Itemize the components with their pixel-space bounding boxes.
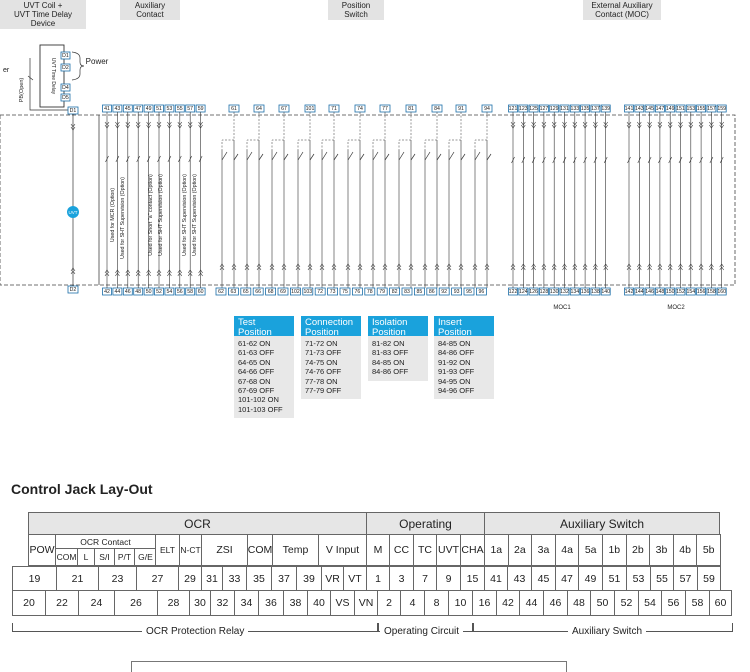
position-list bbox=[301, 336, 361, 399]
pin-31: 31 bbox=[201, 566, 223, 591]
pos-bottom-terminal-62: 62 bbox=[218, 289, 224, 295]
label-ocr-contact: OCR Contact bbox=[55, 534, 156, 549]
aux-bottom-terminal-44: 44 bbox=[114, 289, 121, 295]
pin-44: 44 bbox=[519, 590, 544, 616]
moc2-bottom-142: 142 bbox=[624, 289, 634, 295]
pos-contact bbox=[272, 152, 277, 160]
pos-link bbox=[348, 112, 360, 150]
pos-contact bbox=[399, 152, 404, 160]
pin-VN: VN bbox=[354, 590, 378, 616]
pin-VT: VT bbox=[343, 566, 367, 591]
pos-bottom-terminal-78: 78 bbox=[366, 289, 373, 295]
aux-top-terminal-51: 51 bbox=[156, 106, 162, 112]
label-nct: N-CT bbox=[179, 534, 202, 566]
pin-29: 29 bbox=[178, 566, 202, 591]
pos-bottom-terminal-68: 68 bbox=[267, 289, 274, 295]
pos-contact bbox=[385, 154, 389, 160]
aux-bottom-terminal-50: 50 bbox=[145, 289, 152, 295]
aux-top-terminal-41: 41 bbox=[104, 106, 110, 112]
aux-bottom-terminal-54: 54 bbox=[166, 289, 173, 295]
aux-top-terminal-55: 55 bbox=[176, 106, 183, 112]
pos-contact bbox=[310, 154, 314, 160]
pin-37: 37 bbox=[271, 566, 297, 591]
pos-link bbox=[425, 112, 437, 150]
pin-47: 47 bbox=[555, 566, 579, 591]
pos-contact bbox=[322, 152, 327, 160]
aux-top-terminal-59: 59 bbox=[197, 106, 204, 112]
position-item: 81-83 OFF bbox=[372, 348, 409, 358]
position-box-2 bbox=[368, 316, 428, 381]
label-aux-4b: 4b bbox=[673, 534, 698, 566]
moc2-top-155: 155 bbox=[696, 106, 706, 112]
pin-16: 16 bbox=[472, 590, 497, 616]
pos-bottom-terminal-79: 79 bbox=[379, 289, 386, 295]
aux-vertical-label-1: Used for SHT Supervision (Option) bbox=[120, 177, 126, 259]
pos-contact bbox=[437, 154, 441, 160]
label-elt: ELT bbox=[155, 534, 180, 566]
label-vinput: V Input bbox=[318, 534, 367, 566]
footer-label-0: OCR Protection Relay bbox=[142, 626, 248, 637]
moc1-bottom-138: 138 bbox=[591, 289, 600, 295]
group-aux: Auxiliary Switch bbox=[484, 512, 720, 535]
label-uvt: UVT bbox=[436, 534, 461, 566]
moc1-top-137: 137 bbox=[591, 106, 600, 112]
pin-38: 38 bbox=[283, 590, 308, 616]
moc1-top-133: 133 bbox=[570, 106, 580, 112]
moc2-bottom-150: 150 bbox=[665, 289, 675, 295]
aux-bottom-terminal-56: 56 bbox=[176, 289, 183, 295]
moc2-bottom-154: 154 bbox=[686, 289, 696, 295]
pos-top-terminal-81: 81 bbox=[408, 106, 414, 112]
pin-20: 20 bbox=[12, 590, 46, 616]
pb-switch bbox=[28, 76, 33, 80]
moc2-top-149: 149 bbox=[665, 106, 675, 112]
label-cha: CHA bbox=[460, 534, 485, 566]
control-jack-title: Control Jack Lay-Out bbox=[11, 481, 153, 497]
pin-59: 59 bbox=[697, 566, 721, 591]
pos-bottom-terminal-83: 83 bbox=[404, 289, 410, 295]
position-item: 101-103 OFF bbox=[238, 404, 283, 414]
pin-24: 24 bbox=[78, 590, 115, 616]
pin-39: 39 bbox=[296, 566, 322, 591]
position-item: 71-73 OFF bbox=[305, 348, 342, 358]
pos-top-terminal-84: 84 bbox=[434, 106, 440, 112]
aux-bottom-terminal-46: 46 bbox=[124, 289, 131, 295]
position-item: 67-68 ON bbox=[238, 376, 271, 386]
pos-contact bbox=[298, 152, 303, 160]
pos-bottom-terminal-63: 63 bbox=[230, 289, 237, 295]
pin-45: 45 bbox=[531, 566, 556, 591]
group-operating: Operating bbox=[366, 512, 485, 535]
position-item: 84-85 ON bbox=[438, 339, 471, 348]
pin-26: 26 bbox=[114, 590, 158, 616]
pin-53: 53 bbox=[626, 566, 651, 591]
pos-bottom-terminal-86: 86 bbox=[428, 289, 435, 295]
pos-link bbox=[272, 112, 284, 150]
footer-label-2: Auxiliary Switch bbox=[568, 626, 646, 637]
pos-bottom-terminal-95: 95 bbox=[466, 289, 472, 295]
position-item: 84-86 OFF bbox=[438, 348, 475, 358]
pos-contact bbox=[373, 152, 378, 160]
pos-contact bbox=[360, 154, 364, 160]
pin-60: 60 bbox=[709, 590, 732, 616]
moc1-top-135: 135 bbox=[580, 106, 590, 112]
aux-top-terminal-43: 43 bbox=[114, 106, 121, 112]
moc1-label: MOC1 bbox=[553, 305, 571, 310]
ocr-contact-l: L bbox=[77, 548, 95, 566]
aux-vertical-label-3: Used for SHT Supervision (Option) bbox=[158, 174, 164, 256]
label-temp: Temp bbox=[272, 534, 319, 566]
pin-36: 36 bbox=[258, 590, 284, 616]
aux-vertical-label-2: Used for Short "a" contact (Option) bbox=[148, 174, 154, 256]
moc1-bottom-136: 136 bbox=[580, 289, 590, 295]
pos-contact bbox=[234, 154, 238, 160]
pin-VS: VS bbox=[330, 590, 355, 616]
position-item: 77-78 ON bbox=[305, 376, 338, 386]
pos-contact bbox=[247, 152, 252, 160]
pos-bottom-terminal-85: 85 bbox=[416, 289, 423, 295]
moc2-bottom-148: 148 bbox=[655, 289, 665, 295]
pos-bottom-terminal-66: 66 bbox=[255, 289, 262, 295]
pin-3: 3 bbox=[389, 566, 414, 591]
pin-30: 30 bbox=[189, 590, 211, 616]
label-aux-3a: 3a bbox=[531, 534, 556, 566]
moc1-top-123: 123 bbox=[518, 106, 528, 112]
position-item: 94-96 OFF bbox=[438, 386, 475, 396]
pos-top-terminal-101: 101 bbox=[305, 106, 315, 112]
pos-link bbox=[222, 112, 234, 150]
label-pow: POW bbox=[28, 534, 56, 566]
header-label-0: UVT Coil + UVT Time Delay Device bbox=[0, 0, 86, 29]
moc2-top-151: 151 bbox=[676, 106, 685, 112]
position-item: 101-102 ON bbox=[238, 395, 279, 405]
moc2-bottom-152: 152 bbox=[676, 289, 685, 295]
pb-label: PB(Open) bbox=[19, 77, 25, 103]
pos-bottom-terminal-73: 73 bbox=[329, 289, 336, 295]
moc2-top-145: 145 bbox=[645, 106, 654, 112]
pin-4: 4 bbox=[400, 590, 425, 616]
label-aux-1b: 1b bbox=[602, 534, 627, 566]
pos-bottom-terminal-82: 82 bbox=[391, 289, 398, 295]
pos-link bbox=[298, 112, 310, 150]
pos-link bbox=[475, 112, 487, 150]
header-label-2: Position Switch bbox=[328, 0, 384, 20]
moc2-top-141: 141 bbox=[624, 106, 634, 112]
aux-vertical-label-5: Used for SHT Supervision (Option) bbox=[192, 174, 198, 256]
pin-VR: VR bbox=[321, 566, 344, 591]
pin-27: 27 bbox=[136, 566, 179, 591]
pos-bottom-terminal-103: 103 bbox=[303, 289, 313, 295]
moc2-top-147: 147 bbox=[655, 106, 665, 112]
group-ocr: OCR bbox=[28, 512, 367, 535]
pos-bottom-terminal-65: 65 bbox=[242, 289, 249, 295]
pos-top-terminal-77: 77 bbox=[382, 106, 388, 112]
moc1-top-127: 127 bbox=[539, 106, 549, 112]
position-item: 81-82 ON bbox=[372, 339, 405, 348]
pin-58: 58 bbox=[685, 590, 710, 616]
pos-link bbox=[399, 112, 411, 150]
pin-50: 50 bbox=[590, 590, 615, 616]
pin-56: 56 bbox=[661, 590, 686, 616]
pos-top-terminal-64: 64 bbox=[256, 106, 262, 112]
device-terminal-1: D2 bbox=[62, 65, 69, 71]
pin-1: 1 bbox=[366, 566, 390, 591]
device-terminal-2: D4 bbox=[62, 85, 69, 91]
pos-top-terminal-74: 74 bbox=[357, 106, 363, 112]
pos-top-terminal-61: 61 bbox=[231, 106, 237, 112]
moc2-top-157: 157 bbox=[707, 106, 716, 112]
pos-top-terminal-91: 91 bbox=[458, 106, 464, 112]
label-aux-2b: 2b bbox=[626, 534, 651, 566]
aux-top-terminal-57: 57 bbox=[187, 106, 194, 112]
wiring-svg bbox=[0, 0, 750, 310]
pos-contact bbox=[487, 154, 491, 160]
ocr-contact-si: S/I bbox=[94, 548, 115, 566]
aux-bottom-terminal-60: 60 bbox=[197, 289, 204, 295]
moc2-bottom-144: 144 bbox=[634, 289, 644, 295]
pin-35: 35 bbox=[246, 566, 272, 591]
pos-top-terminal-94: 94 bbox=[484, 106, 490, 112]
position-item: 74-75 ON bbox=[305, 357, 338, 367]
pos-bottom-terminal-92: 92 bbox=[441, 289, 448, 295]
moc1-bottom-134: 134 bbox=[570, 289, 580, 295]
aux-top-terminal-47: 47 bbox=[135, 106, 142, 112]
label-cc: CC bbox=[389, 534, 414, 566]
pin-8: 8 bbox=[424, 590, 449, 616]
moc1-bottom-122: 122 bbox=[508, 289, 518, 295]
pin-54: 54 bbox=[638, 590, 662, 616]
label-aux-5b: 5b bbox=[696, 534, 721, 566]
ocr-contact-com: COM bbox=[55, 548, 78, 566]
label-aux-5a: 5a bbox=[578, 534, 603, 566]
moc1-top-125: 125 bbox=[529, 106, 538, 112]
moc2-top-143: 143 bbox=[634, 106, 644, 112]
pos-contact bbox=[425, 152, 430, 160]
power-label: Power bbox=[85, 57, 109, 66]
aux-vertical-label-0: Used for MCR (Option) bbox=[110, 187, 116, 243]
pin-41: 41 bbox=[484, 566, 508, 591]
pos-bottom-terminal-96: 96 bbox=[478, 289, 485, 295]
device-terminal-3: D5 bbox=[62, 95, 69, 101]
position-item: 94-95 ON bbox=[438, 376, 471, 386]
pin-42: 42 bbox=[496, 590, 520, 616]
pos-bottom-terminal-93: 93 bbox=[453, 289, 460, 295]
label-aux-4a: 4a bbox=[555, 534, 580, 566]
uvt-device-label: UVT Time Delay bbox=[50, 57, 56, 95]
moc1-bottom-132: 132 bbox=[560, 289, 569, 295]
pin-32: 32 bbox=[210, 590, 235, 616]
moc2-top-153: 153 bbox=[686, 106, 696, 112]
label-aux-1a: 1a bbox=[484, 534, 509, 566]
header-label-1: Auxiliary Contact bbox=[120, 0, 180, 20]
moc1-bottom-126: 126 bbox=[529, 289, 538, 295]
pos-contact bbox=[449, 152, 454, 160]
pin-7: 7 bbox=[413, 566, 437, 591]
pin-48: 48 bbox=[567, 590, 591, 616]
pin-43: 43 bbox=[507, 566, 532, 591]
pin-28: 28 bbox=[157, 590, 190, 616]
uvt-bottom-terminal: D2 bbox=[69, 287, 77, 293]
position-list bbox=[234, 336, 294, 418]
pin-22: 22 bbox=[45, 590, 79, 616]
pin-34: 34 bbox=[234, 590, 259, 616]
moc1-top-139: 139 bbox=[601, 106, 611, 112]
ocr-contact-ge: G/E bbox=[134, 548, 157, 566]
moc2-top-159: 159 bbox=[717, 106, 727, 112]
moc1-top-131: 131 bbox=[560, 106, 569, 112]
moc2-bottom-160: 160 bbox=[717, 289, 727, 295]
label-aux-2a: 2a bbox=[508, 534, 533, 566]
pin-23: 23 bbox=[98, 566, 137, 591]
side-label-left: er bbox=[3, 67, 10, 74]
pin-19: 19 bbox=[12, 566, 57, 591]
pin-2: 2 bbox=[377, 590, 401, 616]
position-title: Insert Position bbox=[434, 316, 494, 336]
position-box-1 bbox=[301, 316, 361, 399]
device-terminal-0: D1 bbox=[62, 53, 69, 59]
pos-contact bbox=[284, 154, 288, 160]
uvt-coil-label: UVT bbox=[68, 210, 78, 215]
position-title: Isolation Position bbox=[368, 316, 428, 336]
moc1-top-121: 121 bbox=[508, 106, 518, 112]
aux-bottom-terminal-52: 52 bbox=[156, 289, 162, 295]
position-item: 64-65 ON bbox=[238, 357, 271, 367]
ocr-contact-pt: P/T bbox=[114, 548, 135, 566]
aux-top-terminal-53: 53 bbox=[166, 106, 173, 112]
aux-bottom-terminal-58: 58 bbox=[187, 289, 194, 295]
pos-link bbox=[247, 112, 259, 150]
pin-57: 57 bbox=[673, 566, 698, 591]
label-m: M bbox=[366, 534, 390, 566]
aux-top-terminal-49: 49 bbox=[145, 106, 152, 112]
uvt-top-terminal: D1 bbox=[69, 108, 77, 114]
moc2-label: MOC2 bbox=[667, 305, 685, 310]
position-item: 61-63 OFF bbox=[238, 348, 275, 358]
aux-bottom-terminal-42: 42 bbox=[104, 289, 110, 295]
header-label-3: External Auxiliary Contact (MOC) bbox=[583, 0, 661, 20]
position-item: 61-62 ON bbox=[238, 339, 271, 348]
pos-top-terminal-67: 67 bbox=[281, 106, 287, 112]
pin-9: 9 bbox=[436, 566, 461, 591]
pos-contact bbox=[461, 154, 465, 160]
position-title: Test Position bbox=[234, 316, 294, 336]
moc1-bottom-124: 124 bbox=[518, 289, 528, 295]
pos-contact bbox=[475, 152, 480, 160]
pos-bottom-terminal-75: 75 bbox=[342, 289, 348, 295]
pos-bottom-terminal-76: 76 bbox=[354, 289, 361, 295]
label-zsi: ZSI bbox=[201, 534, 248, 566]
label-com: COM bbox=[247, 534, 273, 566]
moc1-bottom-128: 128 bbox=[539, 289, 549, 295]
pos-bottom-terminal-69: 69 bbox=[280, 289, 286, 295]
position-list bbox=[434, 336, 494, 399]
pos-contact bbox=[348, 152, 353, 160]
pin-10: 10 bbox=[448, 590, 473, 616]
power-brace bbox=[72, 52, 84, 80]
pin-15: 15 bbox=[460, 566, 485, 591]
pin-55: 55 bbox=[650, 566, 674, 591]
pos-bottom-terminal-72: 72 bbox=[317, 289, 324, 295]
pos-top-terminal-71: 71 bbox=[331, 106, 337, 112]
position-item: 84-86 OFF bbox=[372, 367, 409, 377]
pos-contact bbox=[334, 154, 338, 160]
position-item: 91-92 ON bbox=[438, 357, 471, 367]
position-item: 64-66 OFF bbox=[238, 367, 275, 377]
position-item: 84-85 ON bbox=[372, 357, 405, 367]
moc2-bottom-158: 158 bbox=[707, 289, 716, 295]
pos-link bbox=[449, 112, 461, 150]
position-item: 67-69 OFF bbox=[238, 386, 275, 396]
moc2-bottom-146: 146 bbox=[645, 289, 654, 295]
pos-link bbox=[322, 112, 334, 150]
pos-link bbox=[373, 112, 385, 150]
position-title: Connection Position bbox=[301, 316, 361, 336]
position-item: 91-93 OFF bbox=[438, 367, 475, 377]
position-item: 77-79 OFF bbox=[305, 386, 342, 396]
pin-52: 52 bbox=[614, 590, 639, 616]
moc2-bottom-156: 156 bbox=[696, 289, 706, 295]
pin-21: 21 bbox=[56, 566, 99, 591]
pin-33: 33 bbox=[222, 566, 247, 591]
moc1-bottom-130: 130 bbox=[549, 289, 559, 295]
aux-top-terminal-45: 45 bbox=[124, 106, 131, 112]
pin-40: 40 bbox=[307, 590, 331, 616]
position-box-3 bbox=[434, 316, 494, 399]
label-aux-3b: 3b bbox=[649, 534, 674, 566]
label-tc: TC bbox=[413, 534, 437, 566]
pin-46: 46 bbox=[543, 590, 568, 616]
pos-contact bbox=[411, 154, 415, 160]
moc1-bottom-140: 140 bbox=[601, 289, 611, 295]
pos-contact bbox=[259, 154, 263, 160]
aux-vertical-label-4: Used for SHT Supervision (Option) bbox=[182, 174, 188, 256]
footer-label-1: Operating Circuit bbox=[380, 626, 463, 637]
aux-bottom-terminal-48: 48 bbox=[135, 289, 142, 295]
pos-bottom-terminal-102: 102 bbox=[291, 289, 300, 295]
pos-contact bbox=[222, 152, 227, 160]
position-item: 74-76 OFF bbox=[305, 367, 342, 377]
position-item: 71-72 ON bbox=[305, 339, 338, 348]
pin-49: 49 bbox=[578, 566, 603, 591]
position-box-0 bbox=[234, 316, 294, 418]
moc1-top-129: 129 bbox=[549, 106, 559, 112]
position-list bbox=[368, 336, 428, 381]
pin-51: 51 bbox=[602, 566, 627, 591]
